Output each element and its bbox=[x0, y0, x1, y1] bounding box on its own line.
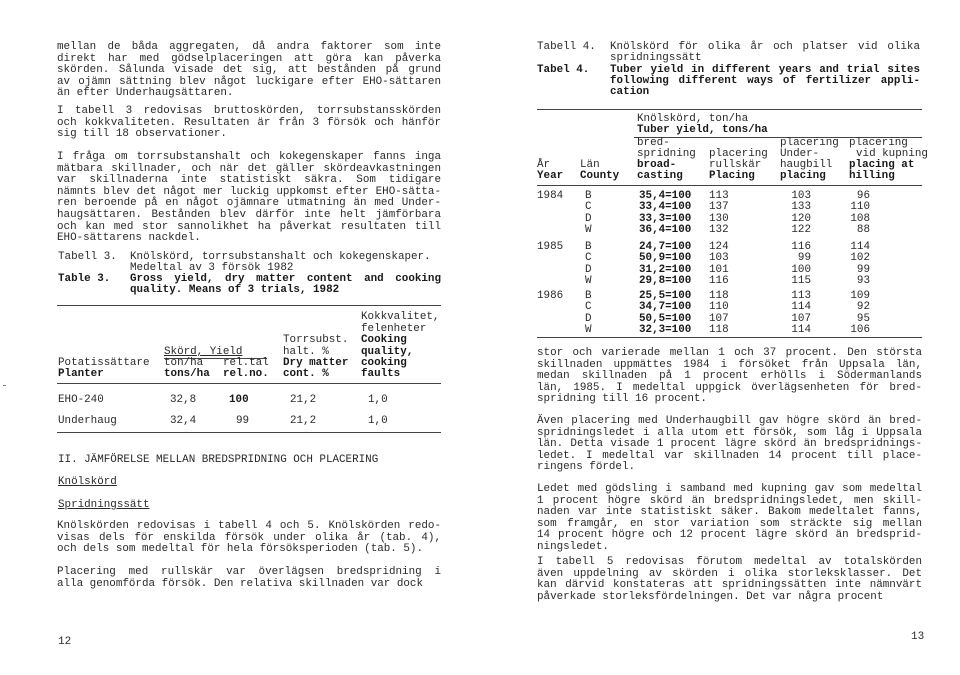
cell-broadcast: 35,4=100 bbox=[639, 190, 692, 202]
cell-underhaug: 107 bbox=[791, 312, 811, 325]
cell-rullskar: 107 bbox=[709, 312, 729, 325]
paragraph-right-2 bbox=[537, 416, 922, 474]
text-line: I fråga om torrsubstanshalt och kokegenskaper fanns inga bbox=[57, 151, 441, 163]
text-line: stor och varierade mellan 1 och 37 procent. Den största bbox=[537, 347, 922, 359]
text-line: spridningsledet i alla utom ett försök, som låg i Uppsala bbox=[537, 426, 922, 439]
cell-dm: 21,2 bbox=[290, 394, 317, 406]
cell-county: C bbox=[585, 301, 592, 314]
cell-county: W bbox=[585, 274, 592, 287]
th-cook-3: Cooking bbox=[361, 334, 407, 346]
th-rull-1: placering bbox=[709, 148, 768, 160]
table4-top-rule bbox=[537, 109, 922, 110]
cell-cook: 1,0 bbox=[368, 394, 388, 406]
text-line: kan därvid konstateras att spridningssätten inte nämnvärt bbox=[537, 579, 922, 592]
th-cook-4: quality, bbox=[361, 346, 414, 358]
cell-county: B bbox=[585, 241, 592, 253]
subheading-spridningssatt: Spridningssätt bbox=[58, 499, 150, 511]
cell-rel: 99 bbox=[236, 415, 250, 427]
th-cook-6: faults bbox=[361, 368, 401, 380]
cell-tonha: 32,8 bbox=[170, 394, 197, 406]
text-line: län. Detta visade 1 procent lägre skörd än bredspridnings- bbox=[537, 438, 922, 451]
paragraph-4 bbox=[57, 521, 441, 556]
text-line: som framgår, en stor variation som sträckte sig mellan bbox=[537, 517, 922, 530]
text-line: ningsledet. bbox=[537, 540, 609, 553]
text-line: än efter Underhaugsättaren. bbox=[57, 87, 234, 100]
cell-rullskar: 103 bbox=[709, 252, 729, 265]
cell-broadcast: 33,3=100 bbox=[639, 212, 692, 225]
text-line: mätbara skillnader, och när det gäller skördeavkastningen bbox=[57, 162, 441, 175]
th-under-2: Under- bbox=[780, 148, 820, 160]
cell-county: W bbox=[585, 223, 592, 236]
text-line: naden var inte statistiskt säker. Bakom medeltalet fanns, bbox=[537, 506, 922, 519]
cell-county: C bbox=[585, 201, 592, 214]
cell-county: C bbox=[585, 252, 592, 265]
cell-planter: Underhaug bbox=[58, 415, 117, 427]
table3-label-sv: Tabell 3. bbox=[58, 251, 117, 263]
cell-underhaug: 99 bbox=[797, 252, 811, 265]
th-broadcast-1: bred- bbox=[637, 137, 670, 149]
cell-underhaug: 115 bbox=[791, 274, 811, 287]
text-line: även uppdelning av skörden i olika storleksklasser. Det bbox=[537, 567, 922, 580]
th-under-3: haugbill bbox=[780, 159, 833, 171]
table4-header-rule bbox=[537, 185, 922, 186]
text-line: var skillnaderna inte statistiskt säkra. Som tidigare bbox=[57, 174, 441, 187]
cell-underhaug: 114 bbox=[791, 301, 811, 314]
text-line: medan skillnaden på 1 procent erhölls i Södermanlands bbox=[537, 370, 922, 383]
table3-title-en-1: Gross yield, dry matter content and cooking bbox=[130, 273, 441, 285]
text-line: Placering med rullskär var överlägsen bredspridning i bbox=[57, 566, 441, 578]
cell-rel: 100 bbox=[229, 394, 249, 406]
text-line: 1 procent högre skörd än bredspridningsledet, men skill- bbox=[537, 494, 922, 507]
th-cook-2: felenheter bbox=[361, 323, 427, 335]
th-broadcast-3: broad- bbox=[637, 159, 677, 171]
th-dm-1: Torrsubst. bbox=[283, 334, 349, 346]
cell-cook: 1,0 bbox=[368, 415, 388, 427]
section-heading: II. JÄMFÖRELSE MELLAN BREDSPRIDNING OCH PLACERING bbox=[58, 454, 379, 466]
th-cook-1: Kokkvalitet, bbox=[361, 311, 440, 323]
text-line: spridning till 16 procent. bbox=[537, 393, 707, 406]
cell-hilling: 99 bbox=[856, 263, 870, 276]
table4-bottom-rule bbox=[537, 337, 922, 338]
cell-broadcast: 31,2=100 bbox=[639, 263, 692, 276]
table3-top-rule bbox=[57, 305, 441, 306]
table4-title-en-1: Tuber yield in different years and trial sites bbox=[610, 64, 920, 76]
cell-hilling: 88 bbox=[856, 223, 870, 236]
cell-broadcast: 50,5=100 bbox=[639, 312, 692, 325]
paragraph-3 bbox=[57, 152, 441, 245]
cell-underhaug: 103 bbox=[791, 190, 811, 202]
th-broadcast-2: spridning bbox=[637, 148, 696, 160]
cell-rullskar: 132 bbox=[709, 223, 729, 236]
cell-rullskar: 113 bbox=[709, 190, 729, 202]
table3-header-rule bbox=[57, 383, 441, 384]
cell-rullskar: 118 bbox=[709, 323, 729, 336]
th-rull-2: rullskär bbox=[709, 159, 762, 171]
cell-hilling: 110 bbox=[850, 201, 870, 214]
cell-county: B bbox=[585, 290, 592, 302]
table4-label-sv: Tabell 4. bbox=[537, 41, 596, 53]
table3-bottom-rule bbox=[57, 432, 441, 433]
cell-rullskar: 118 bbox=[709, 290, 729, 302]
th-year-1: År bbox=[537, 159, 551, 171]
table3-title-sv-1: Knölskörd, torrsubstanshalt och kokegenskaper. bbox=[130, 251, 431, 263]
cell-underhaug: 133 bbox=[791, 201, 811, 214]
text-line: Även placering med Underhaugbill gav högre skörd än bred- bbox=[537, 415, 922, 427]
text-line: mellan de båda aggregaten, då andra faktorer som inte bbox=[57, 41, 441, 53]
paragraph-right-1 bbox=[537, 348, 922, 406]
table3-title-sv-2: Medeltal av 3 försök 1982 bbox=[130, 262, 294, 274]
paragraph-1 bbox=[57, 42, 441, 100]
table4-title-en-3: cation bbox=[610, 86, 650, 98]
th-hilling-1: placering bbox=[849, 137, 908, 149]
th-rel-1: rel.tal bbox=[223, 357, 269, 369]
paragraph-2 bbox=[57, 106, 441, 141]
page-number-right: 13 bbox=[911, 631, 925, 643]
text-line: påverkade storleksfördelningen. Det var några procent bbox=[537, 590, 884, 603]
cell-underhaug: 114 bbox=[791, 323, 811, 336]
scan-mark bbox=[3, 385, 6, 386]
cell-hilling: 102 bbox=[850, 252, 870, 265]
cell-county: D bbox=[585, 212, 592, 225]
cell-rullskar: 130 bbox=[709, 212, 729, 225]
table3-title-en-2: quality. Means of 3 trials, 1982 bbox=[130, 284, 340, 296]
text-line: EHO-sättarens nackdel. bbox=[57, 232, 201, 245]
cell-county: D bbox=[585, 263, 592, 276]
th-under-1: placering bbox=[780, 137, 839, 149]
th-planter-1: Potatissättare bbox=[58, 357, 150, 369]
table4-label-en: Tabel 4. bbox=[537, 64, 590, 76]
cell-broadcast: 29,8=100 bbox=[639, 274, 692, 287]
cell-underhaug: 113 bbox=[791, 290, 811, 302]
text-line: Ledet med gödsling i samband med kupning gav som medeltal bbox=[537, 483, 922, 495]
subheading-knolskord: Knölskörd bbox=[58, 476, 117, 488]
cell-broadcast: 24,7=100 bbox=[639, 241, 692, 253]
cell-county: W bbox=[585, 323, 592, 336]
text-line: alla genomförda försök. Den relativa skillnaden var dock bbox=[57, 577, 423, 590]
cell-hilling: 108 bbox=[850, 212, 870, 225]
cell-rullskar: 110 bbox=[709, 301, 729, 314]
cell-hilling: 92 bbox=[856, 301, 870, 314]
table4-group-sv: Knölskörd, ton/ha bbox=[637, 113, 749, 125]
text-line: nämnts blev det något mer luckig uppkomst efter EHO-sätta- bbox=[57, 185, 441, 198]
text-line: skörden. Sålunda visade det sig, att bestånden på grund bbox=[57, 64, 441, 77]
text-line: ren beroende på en något ojämnare utmatning än med Under- bbox=[57, 197, 441, 210]
cell-broadcast: 50,9=100 bbox=[639, 252, 692, 265]
cell-county: B bbox=[585, 190, 592, 202]
paragraph-right-4 bbox=[537, 557, 922, 603]
cell-hilling: 93 bbox=[856, 274, 870, 287]
text-line: 14 procent högre och 12 procent lägre skörd än bredsprid- bbox=[537, 529, 922, 542]
text-line: ledet. I medeltal var skillnaden 14 procent till place- bbox=[537, 449, 922, 462]
text-line: sig till 18 observationer. bbox=[57, 128, 227, 141]
th-year-2: Year bbox=[537, 170, 564, 182]
th-tonha-1: ton/ha bbox=[164, 357, 204, 369]
cell-underhaug: 120 bbox=[791, 212, 811, 225]
text-line: I tabell 3 redovisas bruttoskörden, torrsubstansskörden bbox=[57, 105, 441, 117]
th-county-1: Län bbox=[580, 159, 600, 171]
th-hilling-2: vid kupning bbox=[856, 148, 928, 160]
cell-county: D bbox=[585, 312, 592, 325]
cell-rullskar: 116 bbox=[709, 274, 729, 287]
text-line: Knölskörden redovisas i tabell 4 och 5. Knölskörden redo- bbox=[57, 520, 441, 532]
cell-rullskar: 101 bbox=[709, 263, 729, 276]
th-rel-2: rel.no. bbox=[223, 368, 269, 380]
text-line: direkt har med gödselplaceringen att göra kan påverka bbox=[57, 52, 441, 65]
cell-broadcast: 36,4=100 bbox=[639, 223, 692, 236]
text-line: skillnaden uppmättes 1984 i försöket från Uppsala län, bbox=[537, 358, 922, 371]
text-line: och kan med stor sannolikhet ha påverkat resultaten till bbox=[57, 220, 441, 233]
table4-group-en: Tuber yield, tons/ha bbox=[637, 124, 768, 136]
cell-broadcast: 25,5=100 bbox=[639, 290, 692, 302]
cell-underhaug: 122 bbox=[791, 223, 811, 236]
th-dm-2: halt. % bbox=[283, 346, 329, 358]
cell-broadcast: 33,4=100 bbox=[639, 201, 692, 214]
text-line: län, 1985. I medeltal uppgick överlägsenheten för bred- bbox=[537, 381, 922, 394]
text-line: och kokkvaliteten. Resultaten är från 3 försök och hänför bbox=[57, 116, 441, 129]
th-dm-4: cont. % bbox=[283, 368, 329, 380]
th-hilling-3: placing at bbox=[849, 159, 915, 171]
cell-broadcast: 34,7=100 bbox=[639, 301, 692, 314]
text-line: ringens fördel. bbox=[537, 461, 636, 474]
cell-rullskar: 124 bbox=[709, 241, 729, 253]
table4-title-sv-2: spridningssätt bbox=[610, 52, 702, 64]
page-number-left: 12 bbox=[58, 636, 72, 648]
cell-year: 1986 bbox=[537, 290, 564, 302]
cell-dm: 21,2 bbox=[290, 415, 317, 427]
th-broadcast-4: casting bbox=[637, 170, 683, 182]
th-planter-2: Planter bbox=[58, 368, 104, 380]
th-under-4: placing bbox=[780, 170, 826, 182]
cell-tonha: 32,4 bbox=[170, 415, 197, 427]
paragraph-right-3 bbox=[537, 484, 922, 554]
th-rull-3: Placing bbox=[709, 170, 755, 182]
th-tonha-2: tons/ha bbox=[164, 368, 210, 380]
cell-broadcast: 32,3=100 bbox=[639, 323, 692, 336]
th-cook-5: cooking bbox=[361, 357, 407, 369]
table4-title-en-2: following different ways of fertilizer appli- bbox=[610, 75, 920, 87]
cell-hilling: 95 bbox=[856, 312, 870, 325]
th-yield-group: Skörd, Yield bbox=[164, 346, 243, 358]
cell-planter: EHO-240 bbox=[58, 394, 104, 406]
text-line: visas dels för enskilda försök under olika år (tab. 4), bbox=[57, 531, 441, 544]
cell-underhaug: 116 bbox=[791, 241, 811, 253]
th-hilling-4: hilling bbox=[849, 170, 895, 182]
cell-hilling: 114 bbox=[850, 241, 870, 253]
text-line: I tabell 5 redovisas förutom medeltal av totalskörden bbox=[537, 556, 922, 568]
cell-year: 1985 bbox=[537, 241, 564, 253]
cell-hilling: 109 bbox=[850, 290, 870, 302]
th-county-2: County bbox=[580, 170, 620, 182]
cell-year: 1984 bbox=[537, 190, 564, 202]
text-line: och dels som medeltal för hela försöksperioden (tab. 5). bbox=[57, 543, 423, 556]
table3-label-en: Table 3. bbox=[58, 273, 111, 285]
text-line: haugsättaren. Bestånden blev därför inte helt jämförbara bbox=[57, 208, 441, 221]
table4-title-sv-1: Knölskörd för olika år och platser vid olika bbox=[610, 41, 920, 53]
cell-underhaug: 100 bbox=[791, 263, 811, 276]
text-line: av ojämn sättning blev något luckigare efter EHO-sättaren bbox=[57, 75, 441, 88]
cell-hilling: 96 bbox=[856, 190, 870, 202]
paragraph-5 bbox=[57, 567, 441, 590]
cell-hilling: 106 bbox=[850, 323, 870, 336]
th-dm-3: Dry matter bbox=[283, 357, 349, 369]
cell-rullskar: 137 bbox=[709, 201, 729, 214]
